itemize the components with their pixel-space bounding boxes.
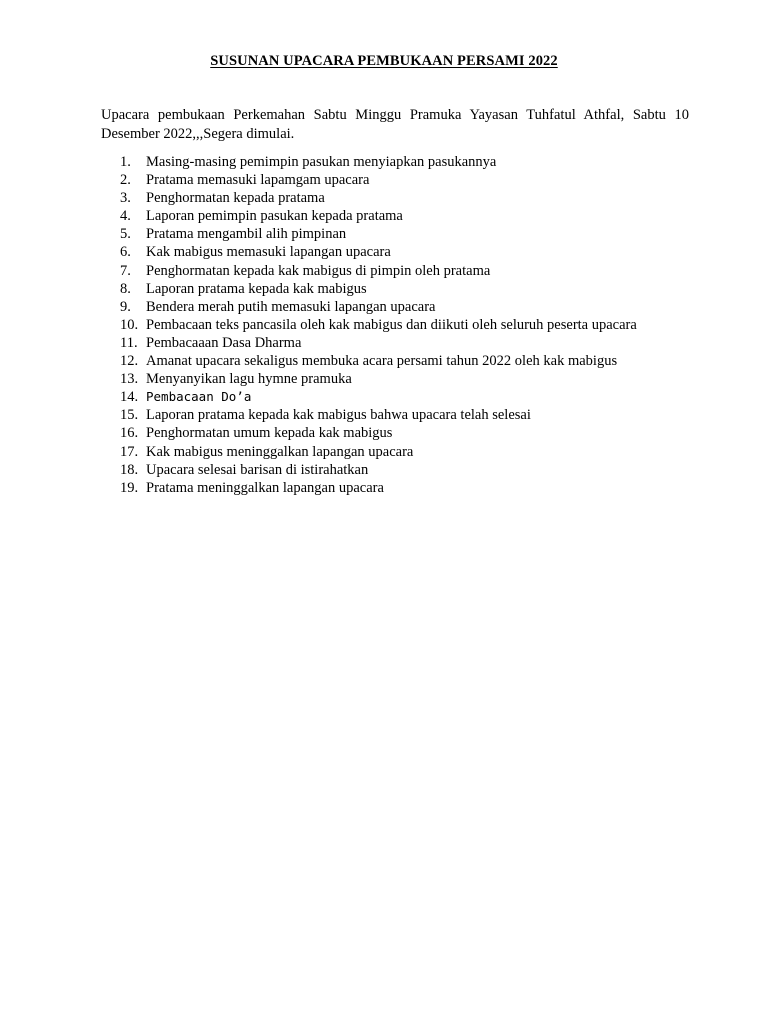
list-item: [120, 406, 700, 424]
item-number: 3.: [120, 190, 131, 207]
list-item: [120, 443, 700, 461]
item-number: 15.: [120, 407, 139, 424]
list-item: [120, 424, 700, 442]
item-number: 19.: [120, 479, 139, 496]
item-text: Pembacaaan Dasa Dharma: [146, 334, 302, 351]
item-text: Pembacaan teks pancasila oleh kak mabigus dan diikuti oleh seluruh peserta upacara: [146, 316, 637, 333]
item-text: Penghormatan kepada kak mabigus di pimpin oleh pratama: [146, 262, 491, 279]
item-number: 14.: [120, 389, 139, 406]
item-number: 5.: [120, 226, 131, 243]
list-item: [120, 479, 700, 497]
item-text: Laporan pratama kepada kak mabigus: [146, 280, 367, 297]
list-item: [120, 298, 700, 316]
item-text: Amanat upacara sekaligus membuka acara persami tahun 2022 oleh kak mabigus: [146, 353, 618, 370]
list-item: [120, 334, 700, 352]
list-item: [120, 280, 700, 298]
list-item: [120, 388, 700, 406]
item-text: Penghormatan kepada pratama: [146, 190, 325, 207]
agenda-list: [120, 153, 700, 497]
item-number: 18.: [120, 461, 139, 478]
item-number: 10.: [120, 316, 139, 333]
list-item: [120, 153, 700, 171]
item-number: 2.: [120, 172, 131, 189]
list-item: [120, 243, 700, 261]
item-text: Kak mabigus meninggalkan lapangan upacara: [146, 443, 414, 460]
list-item: [120, 225, 700, 243]
item-text: Menyanyikan lagu hymne pramuka: [146, 371, 352, 388]
item-text: Penghormatan umum kepada kak mabigus: [146, 425, 393, 442]
item-number: 11.: [120, 334, 138, 351]
item-text: Masing-masing pemimpin pasukan menyiapkan pasukannya: [146, 154, 497, 170]
list-item: [120, 316, 700, 334]
item-number: 16.: [120, 425, 139, 442]
item-text: Pratama mengambil alih pimpinan: [146, 226, 347, 243]
list-item: [120, 262, 700, 280]
item-text: Laporan pemimpin pasukan kepada pratama: [146, 208, 403, 225]
list-item: [120, 207, 700, 225]
item-number: 8.: [120, 280, 131, 297]
document-title: SUSUNAN UPACARA PEMBUKAAN PERSAMI 2022: [210, 53, 558, 69]
list-item: [120, 370, 700, 388]
item-text: Kak mabigus memasuki lapangan upacara: [146, 244, 391, 261]
item-text: Pratama meninggalkan lapangan upacara: [146, 479, 384, 496]
item-number: 13.: [120, 371, 139, 388]
list-item: [120, 461, 700, 479]
intro-paragraph: Upacara pembukaan Perkemahan Sabtu Minggu Pramuka Yayasan Tuhfatul Athfal, Sabtu 10 Desember 2022,,,Segera dimulai.: [101, 107, 689, 142]
item-text: Bendera merah putih memasuki lapangan upacara: [146, 298, 436, 315]
item-number: 1.: [120, 154, 131, 170]
item-text: Laporan pratama kepada kak mabigus bahwa upacara telah selesai: [146, 407, 531, 424]
item-text: Upacara selesai barisan di istirahatkan: [146, 461, 369, 478]
item-number: 17.: [120, 443, 139, 460]
list-item: [120, 352, 700, 370]
item-text: Pratama memasuki lapamgam upacara: [146, 172, 370, 189]
item-number: 6.: [120, 244, 131, 261]
item-number: 7.: [120, 262, 131, 279]
item-number: 4.: [120, 208, 131, 225]
item-number: 9.: [120, 298, 131, 315]
list-item: [120, 189, 700, 207]
item-text: Pembacaan Do’a: [146, 389, 252, 405]
item-number: 12.: [120, 353, 139, 370]
list-item: [120, 171, 700, 189]
